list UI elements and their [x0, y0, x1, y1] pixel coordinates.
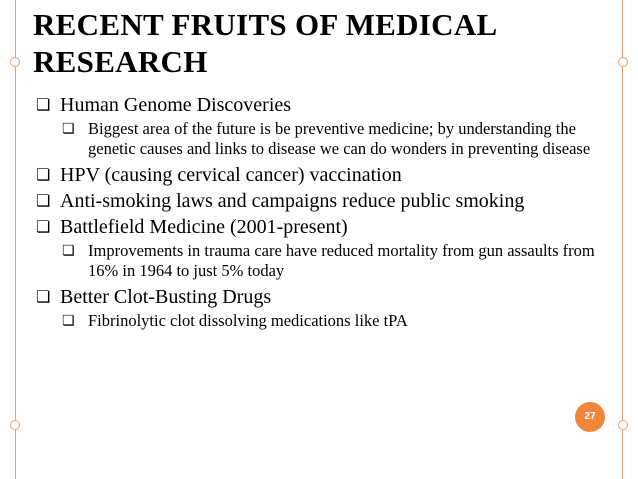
- bullet-icon: ❏: [36, 217, 51, 236]
- slide-title: RECENT FRUITS OF MEDICAL RESEARCH: [33, 7, 496, 79]
- sub-bullet-icon: ❏: [62, 121, 75, 137]
- bullet-list: [36, 93, 606, 335]
- bullet-item: [36, 215, 606, 239]
- bullet-text: Battlefield Medicine (2001-present): [60, 216, 348, 238]
- bullet-item: [36, 93, 606, 117]
- bullet-icon: ❏: [36, 165, 51, 184]
- frame-line-left: [15, 0, 16, 479]
- sub-bullet-text: Fibrinolytic clot dissolving medications like tPA: [88, 311, 408, 330]
- sub-bullet-item: [36, 311, 606, 331]
- sub-bullet-item: [36, 241, 606, 281]
- bullet-icon: ❏: [36, 95, 51, 114]
- bullet-text: Human Genome Discoveries: [60, 94, 292, 116]
- page-number-badge: 27: [575, 402, 605, 432]
- frame-dot-top-left: [10, 57, 20, 67]
- frame-dot-bottom-left: [10, 420, 20, 430]
- bullet-icon: ❏: [36, 287, 51, 306]
- bullet-item: [36, 163, 606, 187]
- sub-bullet-icon: ❏: [62, 243, 75, 259]
- bullet-item: [36, 285, 606, 309]
- frame-dot-bottom-right: [618, 420, 628, 430]
- frame-dot-top-right: [618, 57, 628, 67]
- sub-bullet-item: [36, 119, 606, 159]
- sub-bullet-icon: ❏: [62, 313, 75, 329]
- bullet-icon: ❏: [36, 191, 51, 210]
- frame-line-right: [622, 0, 623, 479]
- sub-bullet-text: Biggest area of the future is be preventive medicine; by understanding the genetic causes and links to disease we can do wonders in preventing disease: [88, 119, 591, 158]
- bullet-item: [36, 189, 606, 213]
- bullet-text: Better Clot-Busting Drugs: [60, 286, 272, 308]
- bullet-text: Anti-smoking laws and campaigns reduce public smoking: [60, 190, 525, 212]
- bullet-text: HPV (causing cervical cancer) vaccination: [60, 164, 402, 186]
- sub-bullet-text: Improvements in trauma care have reduced mortality from gun assaults from 16% in 1964 to just 5% today: [88, 241, 595, 280]
